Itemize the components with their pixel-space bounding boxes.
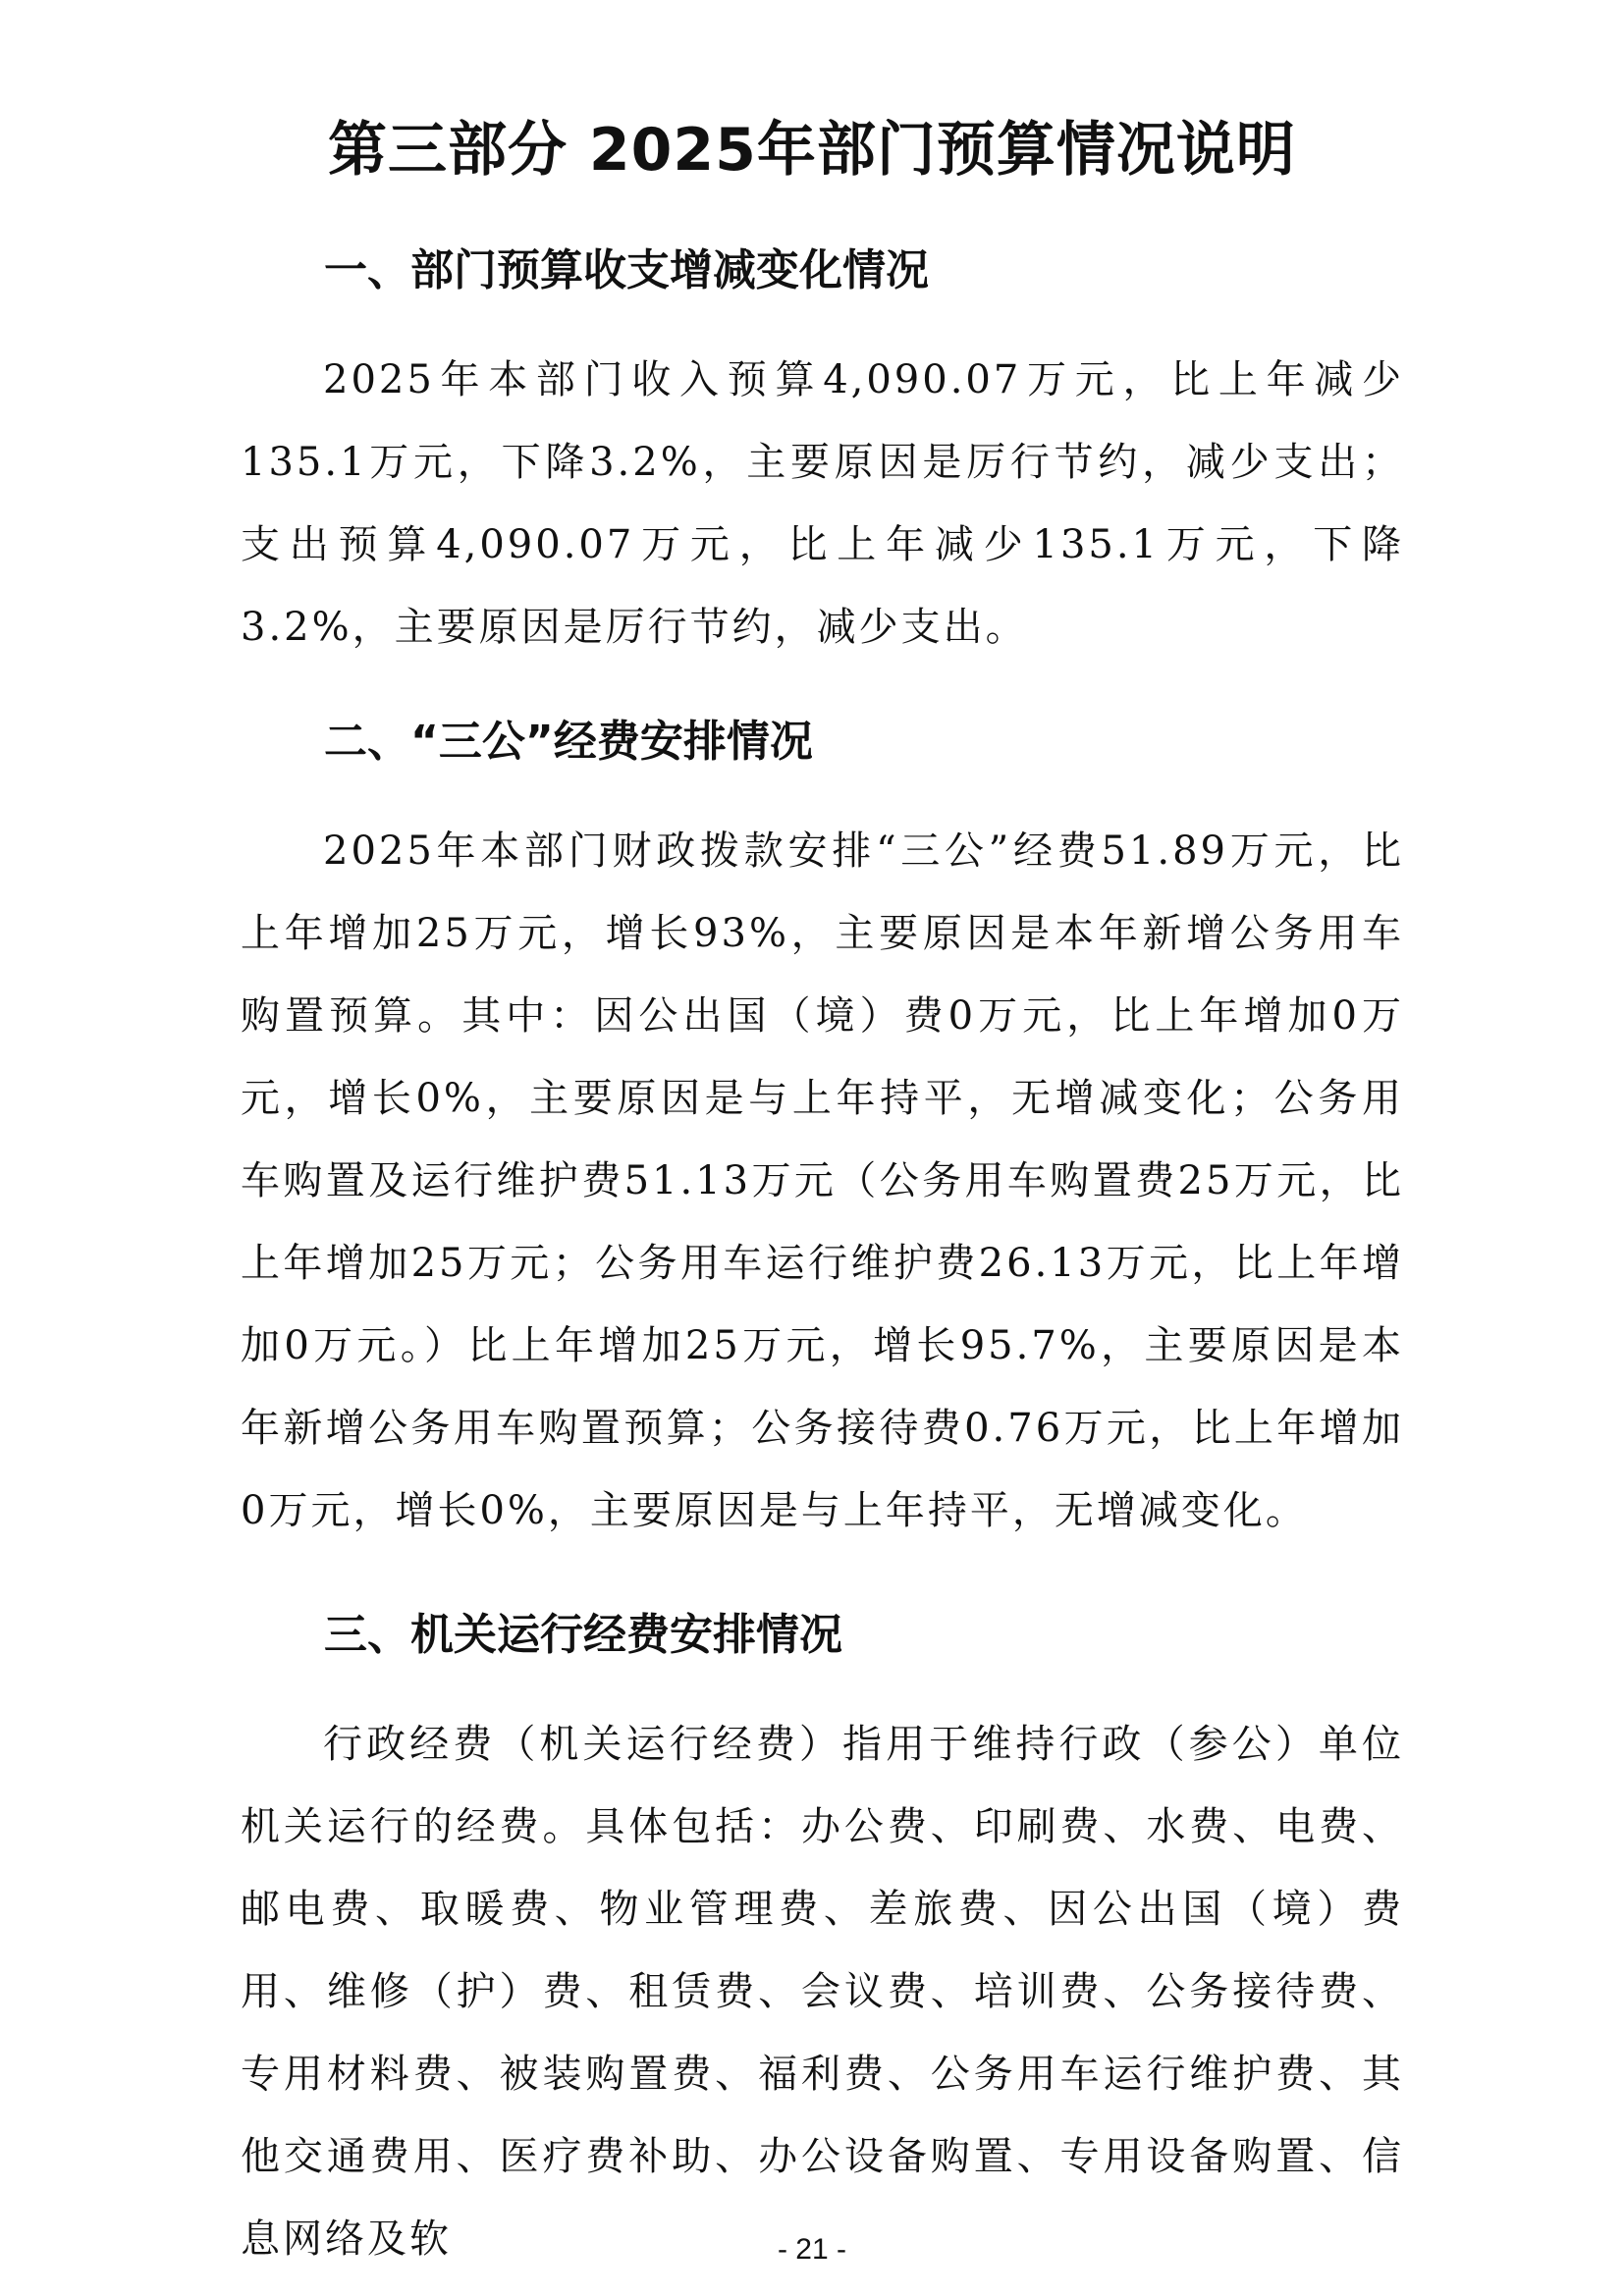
section-paragraph-1: 2025年本部门收入预算4,090.07万元，比上年减少135.1万元，下降3.2%，主要原因是厉行节约，减少支出；支出预算4,090.07万元，比上年减少135.1万元，下降3.2%，主要原因是厉行节约，减少支出。 <box>241 357 1404 650</box>
page-number: - 21 - <box>777 2233 847 2266</box>
section-heading-3: 三、机关运行经费安排情况 <box>324 1610 842 1660</box>
section-heading-1: 一、部门预算收支增减变化情况 <box>324 245 929 295</box>
page-title: 第三部分 2025年部门预算情况说明 <box>328 116 1296 185</box>
section-paragraph-3: 行政经费（机关运行经费）指用于维持行政（参公）单位机关运行的经费。具体包括：办公费、印刷费、水费、电费、邮电费、取暖费、物业管理费、差旅费、因公出国（境）费用、维修（护）费、租赁费、会议费、培训费、公务接待费、专用材料费、被装购置费、福利费、公务用车运行维护费、其他交通费用、医疗费补助、办公设备购置、专用设备购置、信息网络及软 <box>241 1722 1404 2262</box>
section-heading-2: 二、“三公”经费安排情况 <box>324 717 813 767</box>
section-paragraph-2: 2025年本部门财政拨款安排“三公”经费51.89万元，比上年增加25万元，增长93%，主要原因是本年新增公务用车购置预算。其中：因公出国（境）费0万元，比上年增加0万元，增长0%，主要原因是与上年持平，无增减变化；公务用车购置及运行维护费51.13万元（公务用车购置费25万元，比上年增加25万元；公务用车运行维护费26.13万元，比上年增加0万元。）比上年增加25万元，增长95.7%，主要原因是本年新增公务用车购置预算；公务接待费0.76万元，比上年增加0万元，增长0%，主要原因是与上年持平，无增减变化。 <box>241 828 1404 1533</box>
